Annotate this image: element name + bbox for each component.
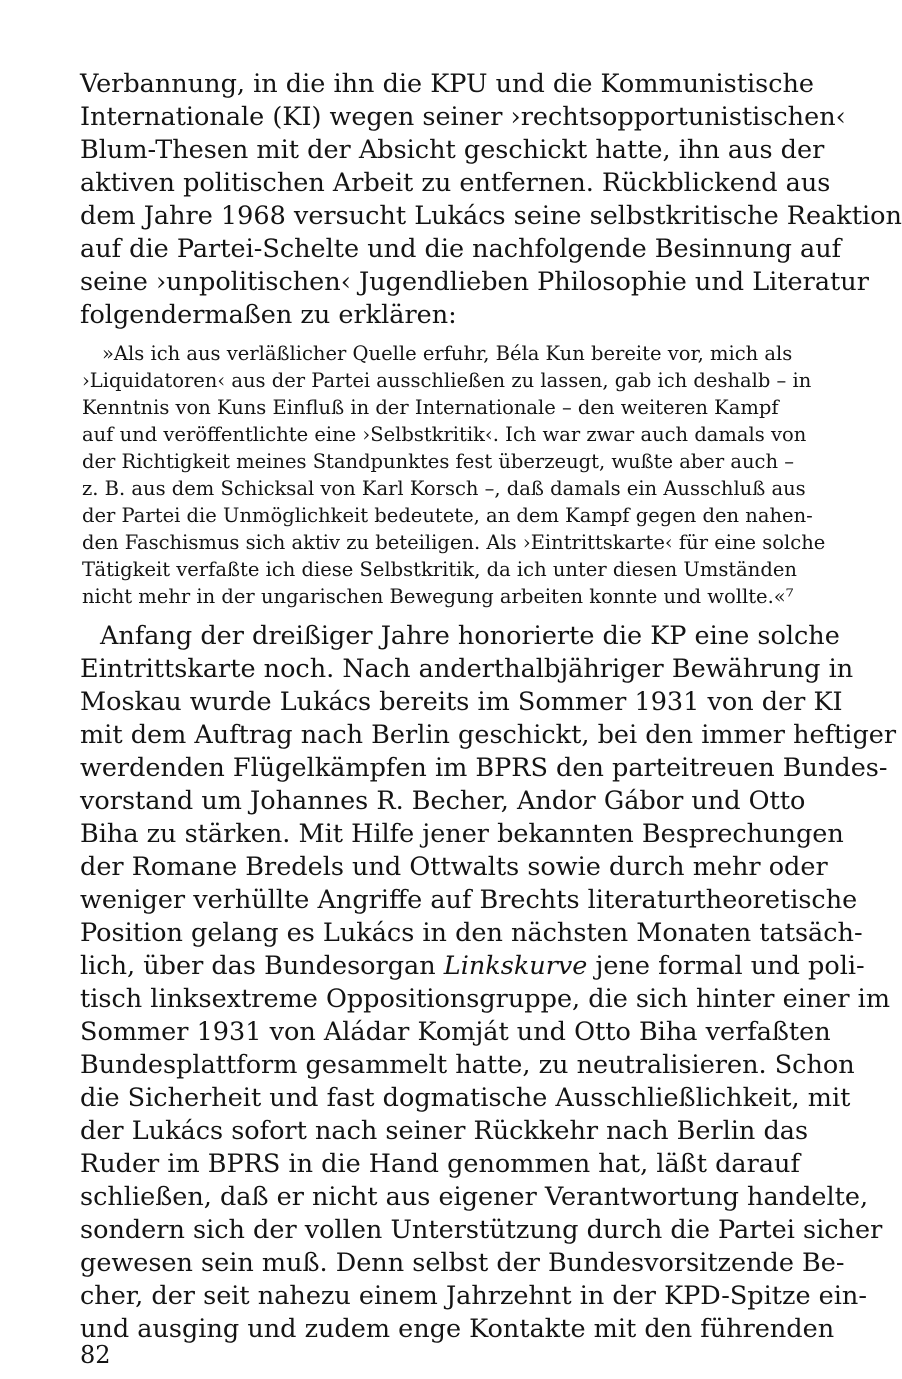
text-segment: jene formal und poli- [587, 951, 865, 981]
text-line: auf die Partei-Schelte und die nachfolgende Besinnung auf [80, 234, 842, 264]
text-line: gewesen sein muß. Denn selbst der Bundesvorsitzende Be- [80, 1248, 845, 1278]
text-line: und ausging und zudem enge Kontakte mit den führenden [80, 1314, 835, 1344]
journal-title: Linkskurve [443, 951, 588, 981]
text-line: der Romane Bredels und Ottwalts sowie durch mehr oder [80, 852, 828, 882]
text-line: Ruder im BPRS in die Hand genommen hat, läßt darauf [80, 1149, 800, 1179]
text-line: dem Jahre 1968 versucht Lukács seine selbstkritische Reaktion [80, 201, 902, 231]
text-line: Position gelang es Lukács in den nächsten Monaten tatsäch- [80, 918, 863, 948]
quote-line: Kenntnis von Kuns Einfluß in der Internationale – den weiteren Kampf [82, 396, 779, 419]
quote-line: »Als ich aus verläßlicher Quelle erfuhr, Béla Kun bereite vor, mich als [102, 342, 793, 365]
text-line: Anfang der dreißiger Jahre honorierte die KP eine solche [100, 621, 840, 651]
text-line: Bundesplattform gesammelt hatte, zu neutralisieren. Schon [80, 1050, 855, 1080]
text-line: Eintrittskarte noch. Nach anderthalbjähriger Bewährung in [80, 654, 854, 684]
quote-line: ›Liquidatoren‹ aus der Partei ausschließen zu lassen, gab ich deshalb – in [82, 369, 812, 392]
text-line: Biha zu stärken. Mit Hilfe jener bekannten Besprechungen [80, 819, 844, 849]
page-number: 82 [80, 1341, 111, 1369]
quote-line: z. B. aus dem Schicksal von Karl Korsch –, daß damals ein Ausschluß aus [82, 477, 806, 500]
text-segment: lich, über das Bundesorgan [80, 951, 444, 981]
quote-line: den Faschismus sich aktiv zu beteiligen. Als ›Eintrittskarte‹ für eine solche [82, 531, 826, 554]
text-line: Sommer 1931 von Aládar Komját und Otto Biha verfaßten [80, 1017, 831, 1047]
text-line: sondern sich der vollen Unterstützung durch die Partei sicher [80, 1215, 883, 1245]
quote-line: der Partei die Unmöglichkeit bedeutete, an dem Kampf gegen den nahen- [82, 504, 813, 527]
text-line-with-italic [80, 950, 865, 983]
text-line: vorstand um Johannes R. Becher, Andor Gábor und Otto [80, 786, 806, 816]
text-line: tisch linksextreme Oppositionsgruppe, die sich hinter einer im [80, 984, 890, 1014]
text-line: mit dem Auftrag nach Berlin geschickt, bei den immer heftiger [80, 720, 897, 750]
text-line: Internationale (KI) wegen seiner ›rechtsopportunistischen‹ [80, 102, 846, 132]
quote-line: der Richtigkeit meines Standpunktes fest überzeugt, wußte aber auch – [82, 450, 794, 473]
text-line: Blum-Thesen mit der Absicht geschickt hatte, ihn aus der [80, 135, 825, 165]
text-line: cher, der seit nahezu einem Jahrzehnt in der KPD-Spitze ein- [80, 1281, 867, 1311]
text-line: weniger verhüllte Angriffe auf Brechts literaturtheoretische [80, 885, 858, 915]
text-line: seine ›unpolitischen‹ Jugendlieben Philosophie und Literatur [80, 267, 869, 297]
text-line: aktiven politischen Arbeit zu entfernen. Rückblickend aus [80, 168, 831, 198]
text-line: Verbannung, in die ihn die KPU und die Kommunistische [80, 69, 815, 99]
quote-line: Tätigkeit verfaßte ich diese Selbstkritik, da ich unter diesen Umständen [82, 558, 797, 581]
text-line: Moskau wurde Lukács bereits im Sommer 1931 von der KI [80, 687, 843, 717]
text-line: folgendermaßen zu erklären: [80, 300, 457, 330]
text-line: der Lukács sofort nach seiner Rückkehr nach Berlin das [80, 1116, 809, 1146]
text-line: schließen, daß er nicht aus eigener Verantwortung handelte, [80, 1182, 869, 1212]
text-line: werdenden Flügelkämpfen im BPRS den parteitreuen Bundes- [80, 753, 888, 783]
quote-line: nicht mehr in der ungarischen Bewegung arbeiten konnte und wollte.«⁷ [82, 585, 794, 608]
quote-line: auf und veröffentlichte eine ›Selbstkritik‹. Ich war zwar auch damals von [82, 423, 807, 446]
text-line: die Sicherheit und fast dogmatische Ausschließlichkeit, mit [80, 1083, 851, 1113]
